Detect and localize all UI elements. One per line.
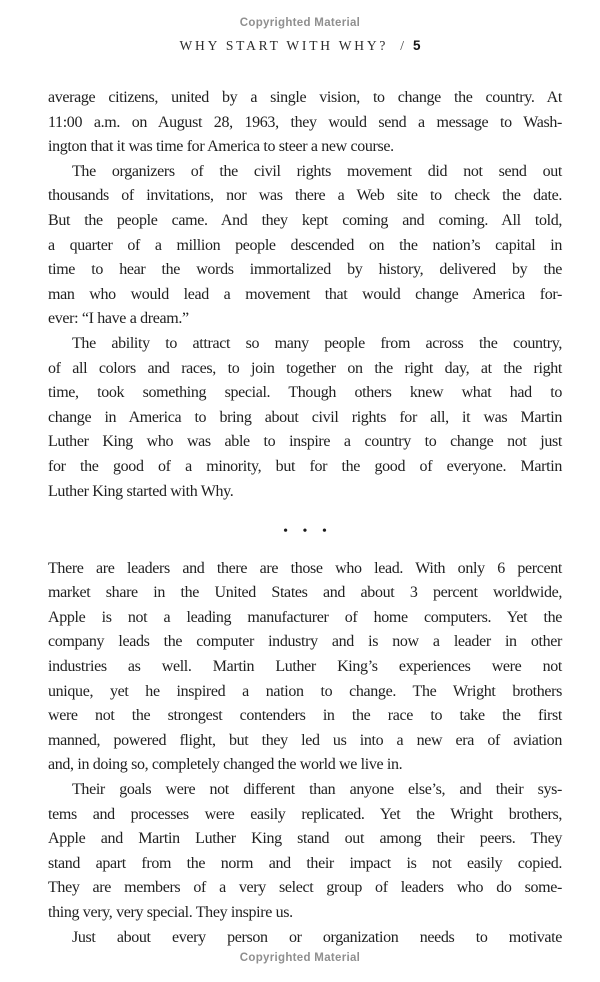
text-line: change in America to bring about civil rights for all, it was Martin	[48, 408, 562, 426]
text-line: market share in the United States and about 3 percent worldwide,	[48, 584, 562, 602]
text-line: were not the strongest contenders in the race to take the first	[48, 707, 562, 725]
text-line: Their goals were not different than anyone else’s, and their sys-	[72, 781, 562, 799]
text-line: Luther King who was able to inspire a country to change not just	[48, 433, 562, 451]
text-line: stand apart from the norm and their impact is not easily copied.	[48, 854, 562, 872]
running-head	[0, 38, 600, 54]
text-line: 11:00 a.m. on August 28, 1963, they would send a message to Wash-	[48, 113, 562, 131]
copyright-notice-bottom: Copyrighted Material	[239, 952, 361, 964]
page-number: 5	[412, 38, 421, 53]
header-separator: /	[400, 38, 404, 53]
text-line: time to hear the words immortalized by history, delivered by the	[48, 261, 562, 279]
paragraph	[48, 332, 562, 504]
paragraph	[48, 926, 562, 951]
paragraph	[48, 160, 562, 332]
text-line: thing very, very special. They inspire us.	[48, 904, 293, 921]
text-line: Luther King started with Why.	[48, 482, 234, 500]
text-line: a quarter of a million people descended on the nation’s capital in	[48, 236, 562, 254]
text-line: of all colors and races, to join together on the right day, at the right	[48, 359, 562, 377]
text-line: for the good of a minority, but for the good of everyone. Martin	[48, 457, 562, 475]
text-line: But the people came. And they kept coming and coming. All told,	[48, 211, 562, 229]
text-line: The organizers of the civil rights movement did not send out	[72, 162, 562, 180]
text-line: ington that it was time for America to steer a new course.	[48, 138, 394, 156]
paragraph	[48, 557, 562, 778]
paragraph	[48, 86, 562, 160]
text-line: The ability to attract so many people from across the country,	[72, 334, 562, 352]
text-line: time, took something special. Though others knew what had to	[48, 384, 562, 402]
text-line: unique, yet he inspired a nation to change. The Wright brothers	[48, 682, 562, 700]
text-line: There are leaders and there are those who lead. With only 6 percent	[48, 559, 562, 577]
text-line: company leads the computer industry and is now a leader in other	[48, 633, 562, 651]
text-line: Apple is not a leading manufacturer of home computers. Yet the	[48, 608, 562, 626]
section-break-ornament: • • •	[283, 524, 327, 540]
text-line: industries as well. Martin Luther King’s experiences were not	[48, 658, 562, 676]
copyright-notice-top: Copyrighted Material	[239, 17, 361, 29]
text-line: Just about every person or organization needs to motivate	[72, 928, 562, 946]
text-line: average citizens, united by a single vision, to change the country. At	[48, 89, 562, 106]
paragraph	[48, 778, 562, 926]
text-line: ever: “I have a dream.”	[48, 310, 189, 328]
page-body	[48, 86, 562, 950]
text-line: thousands of invitations, nor was there a Web site to check the date.	[48, 187, 562, 205]
text-line: tems and processes were easily replicated. Yet the Wright brothers,	[48, 805, 562, 823]
text-line: man who would lead a movement that would change America for-	[48, 285, 562, 303]
text-line: They are members of a very select group of leaders who do some-	[48, 879, 562, 897]
text-line: and, in doing so, completely changed the world we live in.	[48, 756, 403, 774]
chapter-title: WHY START WITH WHY?	[179, 38, 389, 53]
text-line: Apple and Martin Luther King stand out among their peers. They	[48, 830, 562, 848]
text-line: manned, powered flight, but they led us into a new era of aviation	[48, 731, 562, 749]
